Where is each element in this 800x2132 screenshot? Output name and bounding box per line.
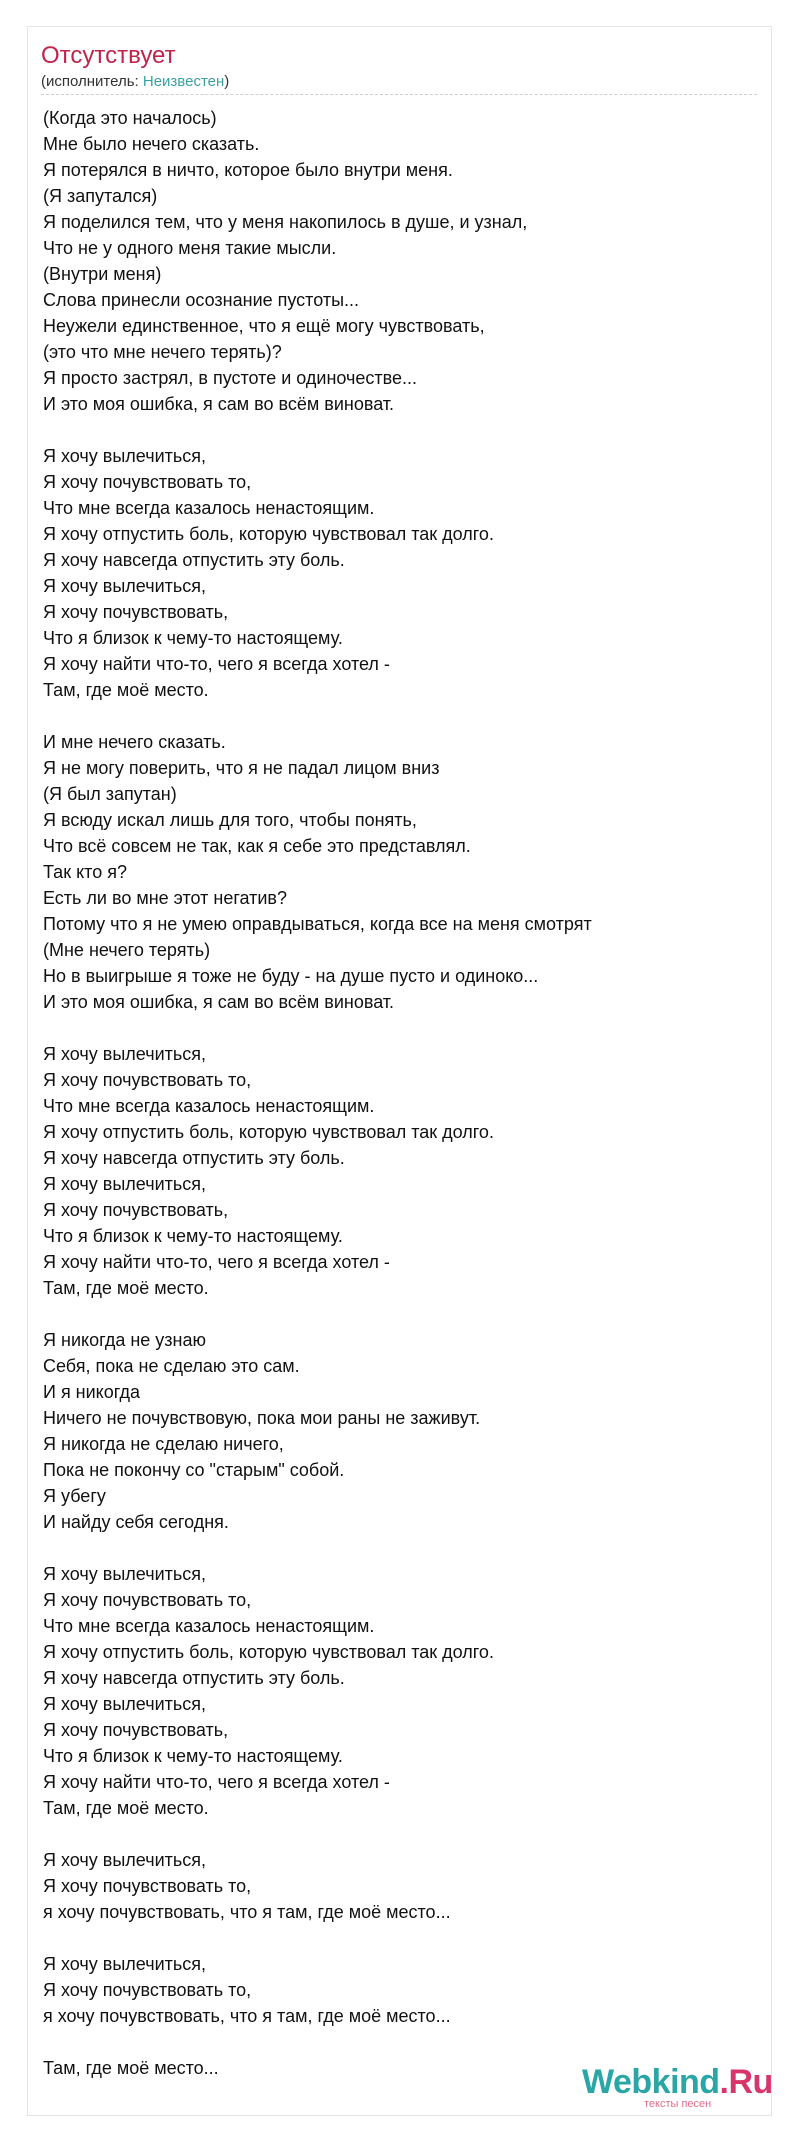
lyric-line: Что я близок к чему-то настоящему. xyxy=(43,1746,343,1766)
lyric-line: Я хочу вылечиться, xyxy=(43,576,207,596)
lyric-line: Я хочу вылечиться, xyxy=(43,1174,207,1194)
stanza-break xyxy=(43,1301,763,1327)
lyric-line: Я хочу вылечиться, xyxy=(43,446,207,466)
lyric-line: Я хочу навсегда отпустить эту боль. xyxy=(43,1668,345,1688)
lyric-line: Я хочу найти что-то, чего я всегда хотел - xyxy=(43,654,390,674)
title-divider xyxy=(41,94,757,95)
lyric-line: Я убегу xyxy=(43,1486,106,1506)
artist-suffix: ) xyxy=(224,73,230,90)
lyric-line: Но в выигрыше я тоже не буду - на душе пусто и одиноко... xyxy=(43,966,539,986)
lyric-line: Я хочу отпустить боль, которую чувствовал так долго. xyxy=(43,1642,494,1662)
lyric-line: Есть ли во мне этот негатив? xyxy=(43,888,287,908)
lyric-line: Что мне всегда казалось ненастоящим. xyxy=(43,1096,375,1116)
stanza-break xyxy=(43,703,763,729)
lyric-line: Что я близок к чему-то настоящему. xyxy=(43,628,343,648)
lyric-line: Я хочу навсегда отпустить эту боль. xyxy=(43,1148,345,1168)
lyric-line: И найду себя сегодня. xyxy=(43,1512,229,1532)
lyric-line: Я хочу найти что-то, чего я всегда хотел - xyxy=(43,1772,390,1792)
lyric-line: Я хочу почувствовать то, xyxy=(43,1980,252,2000)
lyric-line: Я хочу почувствовать то, xyxy=(43,472,252,492)
lyric-line: Пока не покончу со "старым" собой. xyxy=(43,1460,345,1480)
lyric-line: Там, где моё место... xyxy=(43,2058,219,2078)
lyric-line: Я просто застрял, в пустоте и одиночестве... xyxy=(43,368,418,388)
lyric-line: Я хочу вылечиться, xyxy=(43,1954,207,1974)
lyric-line: Неужели единственное, что я ещё могу чувствовать, xyxy=(43,316,485,336)
lyric-line: Потому что я не умею оправдываться, когда все на меня смотрят xyxy=(43,914,592,934)
lyric-line: Я хочу почувствовать, xyxy=(43,602,229,622)
lyric-line: Я хочу вылечиться, xyxy=(43,1694,207,1714)
lyric-line: И это моя ошибка, я сам во всём виноват. xyxy=(43,992,395,1012)
lyric-line: Что мне всегда казалось ненастоящим. xyxy=(43,1616,375,1636)
song-title: Отсутствует xyxy=(41,42,176,69)
stanza-break xyxy=(43,1925,763,1951)
lyric-line: Так кто я? xyxy=(43,862,127,882)
lyric-line: Я никогда не узнаю xyxy=(43,1330,207,1350)
lyric-line: Я хочу отпустить боль, которую чувствовал так долго. xyxy=(43,1122,494,1142)
lyric-line: И я никогда xyxy=(43,1382,141,1402)
lyric-line: (Мне нечего терять) xyxy=(43,940,211,960)
lyric-line: И это моя ошибка, я сам во всём виноват. xyxy=(43,394,395,414)
lyric-line: Я хочу вылечиться, xyxy=(43,1044,207,1064)
lyric-line: Там, где моё место. xyxy=(43,1798,209,1818)
lyric-line: Я хочу навсегда отпустить эту боль. xyxy=(43,550,345,570)
lyric-line: Я никогда не сделаю ничего, xyxy=(43,1434,284,1454)
lyric-line: И мне нечего сказать. xyxy=(43,732,226,752)
lyric-line: Мне было нечего сказать. xyxy=(43,134,260,154)
stanza-break xyxy=(43,1015,763,1041)
lyric-line: Я не могу поверить, что я не падал лицом вниз xyxy=(43,758,440,778)
lyric-line: Я всюду искал лишь для того, чтобы понять, xyxy=(43,810,417,830)
lyric-line: Что я близок к чему-то настоящему. xyxy=(43,1226,343,1246)
artist-prefix: (исполнитель: xyxy=(41,73,143,90)
lyric-line: Что мне всегда казалось ненастоящим. xyxy=(43,498,375,518)
lyric-line: Я хочу почувствовать, xyxy=(43,1720,229,1740)
artist-link[interactable]: Неизвестен xyxy=(142,73,225,90)
lyric-line: Я хочу почувствовать то, xyxy=(43,1876,252,1896)
lyric-line: Я потерялся в ничто, которое было внутри меня. xyxy=(43,160,453,180)
lyric-line: Я хочу почувствовать то, xyxy=(43,1070,252,1090)
artist-line xyxy=(41,72,229,92)
lyric-line: Там, где моё место. xyxy=(43,1278,209,1298)
lyric-line: Я хочу почувствовать то, xyxy=(43,1590,252,1610)
lyric-line: Я хочу почувствовать, xyxy=(43,1200,229,1220)
logo-part2: .Ru xyxy=(719,2063,773,2101)
logo-tagline: тексты песен xyxy=(644,2098,712,2110)
lyric-line: Я хочу вылечиться, xyxy=(43,1564,207,1584)
stanza-break xyxy=(43,2029,763,2055)
lyric-line: я хочу почувствовать, что я там, где моё место... xyxy=(43,2006,451,2026)
lyric-line: Себя, пока не сделаю это сам. xyxy=(43,1356,300,1376)
lyric-line: (Когда это началось) xyxy=(43,108,217,128)
lyric-line: Что не у одного меня такие мысли. xyxy=(43,238,337,258)
stanza-break xyxy=(43,1535,763,1561)
lyric-line: Я хочу вылечиться, xyxy=(43,1850,207,1870)
logo-wordmark xyxy=(582,2064,773,2100)
lyric-line: Там, где моё место. xyxy=(43,680,209,700)
lyric-line: (Внутри меня) xyxy=(43,264,162,284)
lyric-line: Я хочу отпустить боль, которую чувствовал так долго. xyxy=(43,524,494,544)
stanza-break xyxy=(43,417,763,443)
lyric-line: (Я запутался) xyxy=(43,186,158,206)
lyric-line: (Я был запутан) xyxy=(43,784,177,804)
lyric-line: (это что мне нечего терять)? xyxy=(43,342,282,362)
logo-part1: Webkind xyxy=(582,2063,720,2101)
lyric-line: я хочу почувствовать, что я там, где моё место... xyxy=(43,1902,451,1922)
stanza-break xyxy=(43,1821,763,1847)
lyrics-block xyxy=(43,105,763,2081)
lyric-line: Что всё совсем не так, как я себе это представлял. xyxy=(43,836,471,856)
site-logo[interactable] xyxy=(582,2064,772,2110)
lyric-line: Я хочу найти что-то, чего я всегда хотел - xyxy=(43,1252,390,1272)
lyric-line: Слова принесли осознание пустоты... xyxy=(43,290,360,310)
lyric-line: Ничего не почувствовую, пока мои раны не заживут. xyxy=(43,1408,481,1428)
lyric-line: Я поделился тем, что у меня накопилось в душе, и узнал, xyxy=(43,212,528,232)
